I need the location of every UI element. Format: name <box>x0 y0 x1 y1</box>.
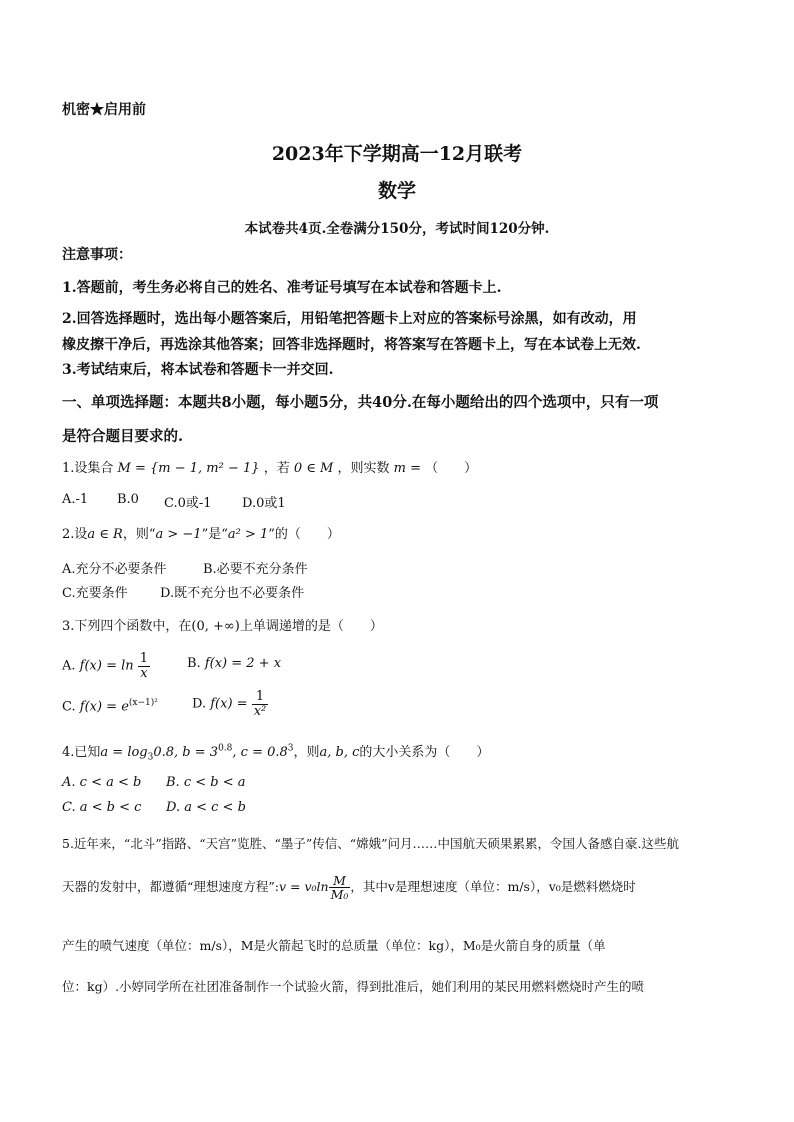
q1-option-b: B.0 <box>117 492 139 507</box>
q5-frac-num: M <box>329 874 351 888</box>
q1-post: ，则实数 <box>337 461 390 476</box>
q4-post: ，则 <box>293 745 320 760</box>
q3-option-a-label: A. <box>62 658 76 674</box>
q2-option-c: C.充要条件 <box>62 586 128 601</box>
q4-vars: a, b, c <box>319 745 360 760</box>
q3-option-a-lhs: f(x) = ln <box>79 658 134 674</box>
q1-option-a: A.-1 <box>62 492 89 507</box>
q2-option-d: D.既不充分也不必要条件 <box>160 586 305 601</box>
q3-option-c-label: C. <box>62 699 76 715</box>
notes-heading: 注意事项： <box>62 247 132 263</box>
exam-subject: 数学 <box>377 180 416 202</box>
q3-option-a-frac <box>138 652 150 680</box>
question-2-stem <box>62 523 340 542</box>
q4-c-exp: 3 <box>287 743 294 754</box>
q2-q: a² > 1 <box>227 527 269 542</box>
q2-tail: ”的（ ） <box>268 527 340 542</box>
q4-pre: 4.已知 <box>62 745 101 760</box>
notes-item-1: 1.答题前，考生务必将自己的姓名、准考证号填写在本试卷和答题卡上. <box>62 280 502 296</box>
q5-frac-den: M₀ <box>330 887 349 903</box>
q3-option-d <box>192 690 268 718</box>
q1-set: M = {m − 1, m² − 1} <box>117 461 260 476</box>
question-5-line-2 <box>62 874 636 901</box>
question-3-stem <box>62 615 383 634</box>
q4-option-c <box>62 800 141 815</box>
q3-option-c-exp: (x−1)² <box>128 698 158 708</box>
question-5-line-4: 位：kg）.小婷同学所在社团准备制作一个试验火箭，得到批准后，她们利用的某民用燃料燃烧时产生的喷 <box>62 979 645 994</box>
notes-item-2-line-1: 2.回答选择题时，选出每小题答案后，用铅笔把答题卡上对应的答案标号涂黑，如有改动，用 <box>62 311 637 327</box>
q3-option-d-den: x² <box>253 703 267 719</box>
q3-option-d-lhs: f(x) = <box>210 696 248 712</box>
q5-equation: v = v₀ln <box>279 879 329 895</box>
q3-pre: 3.下列四个函数中，在 <box>62 619 192 634</box>
q3-option-b-expr: f(x) = 2 + x <box>204 656 282 671</box>
q2-cond: a ∈ R <box>87 527 123 542</box>
q3-option-a <box>62 652 150 680</box>
q1-mid: ，若 <box>263 461 290 476</box>
q1-tail: = （ ） <box>410 461 478 476</box>
q4-option-a <box>62 775 141 790</box>
q3-option-b <box>187 656 281 671</box>
question-1-stem <box>62 457 477 476</box>
q4-option-b-text: B. c < b < a <box>166 775 246 790</box>
q4-c-def: , c = 0.8 <box>232 745 288 760</box>
q4-a-arg: 0.8, b = 3 <box>153 745 219 760</box>
q3-interval: (0, +∞) <box>191 619 240 634</box>
q1-pre: 1.设集合 <box>62 461 114 476</box>
q4-option-c-text: C. a < b < c <box>62 800 142 815</box>
notes-item-2-line-2: 橡皮擦干净后，再选涂其他答案；回答非选择题时，将答案写在答题卡上，写在本试卷上无效. <box>62 337 641 353</box>
q3-option-c <box>62 698 158 714</box>
q4-option-d-text: D. a < c < b <box>166 800 246 815</box>
q1-option-d: D.0或1 <box>242 496 286 511</box>
q5-frac <box>329 874 351 901</box>
section-1-line-1: 一、单项选择题：本题共8小题，每小题5分，共40分.在每小题给出的四个选项中，只有一项 <box>62 394 659 411</box>
q5-line2-post: ，其中v是理想速度（单位：m/s），v₀是燃料燃烧时 <box>350 879 636 895</box>
q2-pre: 2.设 <box>62 527 88 542</box>
q1-cond: 0 ∈ M <box>293 461 334 476</box>
exam-title: 2023年下学期高一12月联考 <box>271 143 523 165</box>
q3-option-d-frac <box>252 690 269 718</box>
question-4-stem <box>62 741 489 763</box>
q2-option-b: B.必要不充分条件 <box>203 562 308 577</box>
question-5-line-1: 5.近年来，“北斗”指路、“天宫”览胜、“墨子”传信、“嫦娥”问月……中国航天硕果累累，令国人备感自豪.这些航 <box>62 836 680 851</box>
q3-option-d-label: D. <box>192 696 207 712</box>
q4-a-base: 3 <box>147 752 154 763</box>
q3-option-d-num: 1 <box>252 690 269 705</box>
q3-option-c-lhs: f(x) = e <box>79 699 129 715</box>
exam-info: 本试卷共4页.全卷满分150分，考试时间120分钟. <box>244 221 550 237</box>
q3-option-b-label: B. <box>187 656 201 671</box>
q4-option-d <box>166 800 246 815</box>
q2-mid2: ”是“ <box>201 527 228 542</box>
notes-item-3: 3.考试结束后，将本试卷和答题卡一并交回. <box>62 362 334 378</box>
section-1-line-2: 是符合题目要求的. <box>62 428 184 445</box>
q3-post: 上单调递增的是（ ） <box>239 619 383 634</box>
q4-b-exp: 0.8 <box>218 743 233 754</box>
q4-option-a-text: A. c < a < b <box>62 775 142 790</box>
q5-line2-pre: 天器的发射中，都遵循“理想速度方程”: <box>62 879 279 895</box>
q2-p: a > −1 <box>155 527 202 542</box>
q4-tail: 的大小关系为（ ） <box>359 745 490 760</box>
q3-option-a-num: 1 <box>139 651 149 666</box>
secret-label: 机密★启用前 <box>62 102 146 118</box>
q3-option-a-den: x <box>140 665 148 681</box>
question-5-line-3: 产生的喷气速度（单位：m/s），M是火箭起飞时的总质量（单位：kg），M₀是火箭自身的质量（单 <box>62 938 606 953</box>
q2-mid1: ，则“ <box>122 527 156 542</box>
q4-option-b <box>166 775 246 790</box>
q1-option-c: C.0或-1 <box>164 496 212 511</box>
q2-option-a: A.充分不必要条件 <box>62 562 167 577</box>
q1-var: m <box>393 461 406 476</box>
q4-a-def: a = log <box>100 745 148 760</box>
